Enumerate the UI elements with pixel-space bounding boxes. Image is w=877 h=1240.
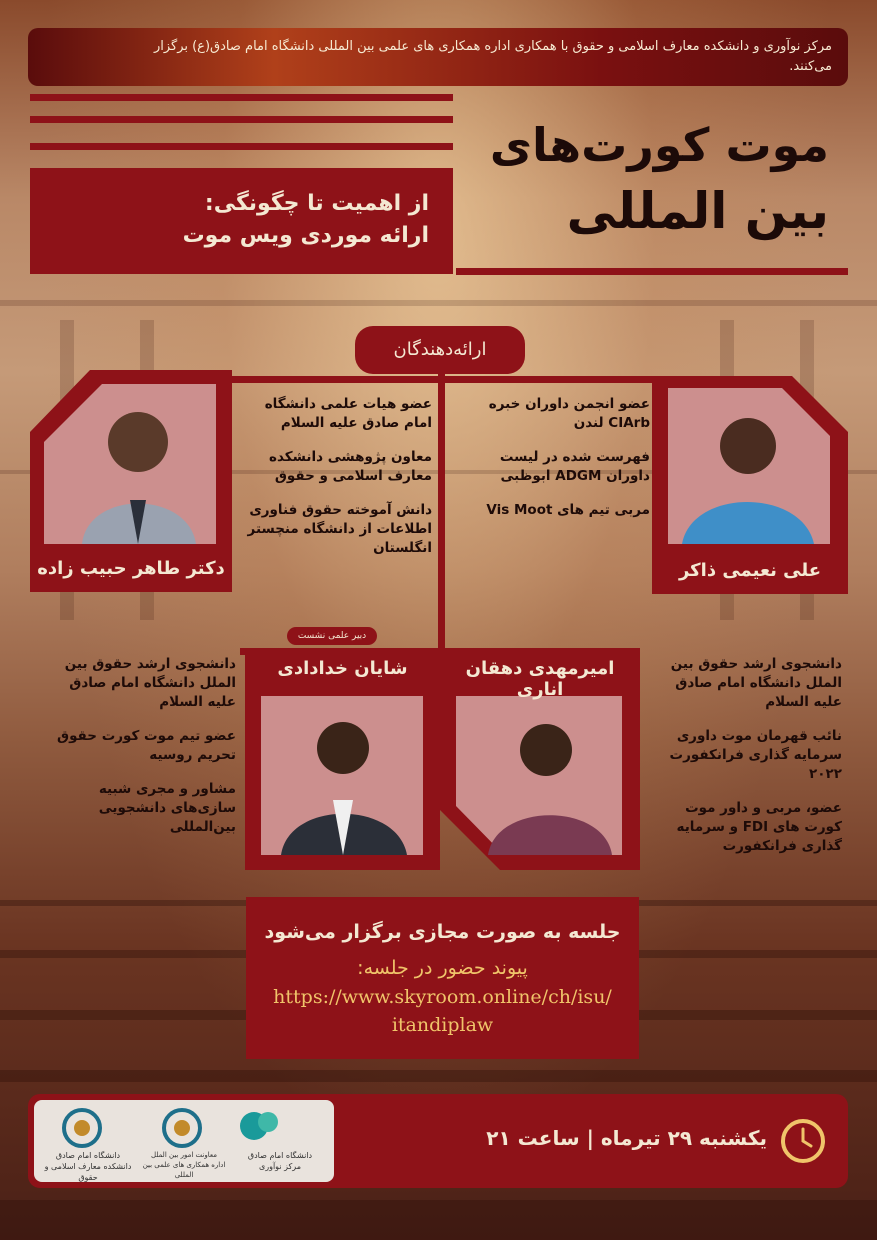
presenter-right-bio-3: مربی تیم های Vis Moot: [486, 502, 650, 518]
intro-line-1: مرکز نوآوری و دانشکده معارف اسلامی و حقوق با همکاری اداره همکاری های علمی بین المللی دانشگاه امام صادق(ع) برگزار: [153, 39, 832, 54]
presenter-mid-left-bio: [38, 655, 236, 852]
session-online-note: جلسه به صورت مجازی برگزار می‌شود: [264, 921, 621, 943]
presenters-heading: ارائه‌دهندگان: [355, 326, 525, 374]
main-title-line-2: بین المللی: [566, 182, 829, 240]
logo-2-subtitle: اداره همکاری های علمی بین المللی: [142, 1161, 226, 1179]
presenter-right-bio-1: عضو انجمن داوران خبره CIArb لندن: [488, 396, 650, 431]
intro-line-2: می‌کنند.: [789, 59, 832, 74]
logo-1-caption: [38, 1150, 138, 1183]
logo-1-subtitle: دانشکده معارف اسلامی و حقوق: [44, 1162, 132, 1182]
presenter-left-bio-1: عضو هیات علمی دانشگاه امام صادق علیه السلام: [264, 396, 432, 431]
connector-top-horizontal: [224, 376, 664, 383]
session-link-url-part-1[interactable]: https://www.skyroom.online/ch/isu/: [273, 986, 612, 1008]
logo-1-title: دانشگاه امام صادق: [55, 1151, 121, 1160]
logo-3-title: دانشگاه امام صادق: [247, 1151, 313, 1160]
presenter-mid-right-bio-2: نائب قهرمان موت داوری سرمایه گذاری فرانکفورت ۲۰۲۲: [669, 728, 842, 782]
logo-3-subtitle: مرکز نوآوری: [258, 1162, 302, 1171]
intro-banner: [28, 28, 848, 86]
innovation-center-logo: [234, 1104, 286, 1148]
presenter-left-bio-3: دانش آموخته حقوق فناوری اطلاعات از دانشگاه منچستر انگلستان: [247, 502, 432, 556]
presenter-mid-right-bio: [650, 655, 842, 871]
connector-vertical: [438, 372, 445, 655]
university-logo-1: [56, 1108, 108, 1148]
decor-bar-4: [456, 268, 848, 275]
decor-bar-1: [30, 94, 453, 101]
presenter-mid-right-bio-1: دانشجوی ارشد حقوق بین الملل دانشگاه امام صادق علیه السلام: [670, 656, 842, 710]
subtitle-box: [30, 168, 453, 274]
presenter-mid-left-frame: [245, 650, 440, 870]
presenter-mid-left-name: شایان خدادادی: [277, 658, 408, 679]
logo-2-title: معاونت امور بین الملل: [151, 1151, 217, 1159]
decor-bar-2: [30, 116, 453, 123]
presenter-left-bio-2: معاون پژوهشی دانشکده معارف اسلامی و حقوق: [269, 449, 432, 484]
presenter-left-name: دکتر طاهر حبیب زاده: [37, 558, 225, 579]
footer-logos-panel: [34, 1100, 334, 1182]
subtitle-line-1: از اهمیت تا چگونگی:: [204, 191, 429, 216]
main-title-line-1: موت کورت‌های: [489, 118, 829, 172]
decor-bar-3: [30, 143, 453, 150]
event-datetime: یکشنبه ۲۹ تیرماه | ساعت ۲۱: [486, 1126, 767, 1150]
presenter-right-bio-2: فهرست شده در لیست داوران ADGM ابوظبی: [499, 449, 650, 484]
presenter-left-bio: [236, 395, 432, 573]
presenter-mid-left-bio-3: مشاور و مجری شبیه سازی‌های دانشجویی بین‌المللی: [98, 781, 236, 835]
logo-3-caption: [230, 1150, 330, 1172]
university-logo-2: [156, 1108, 208, 1148]
presenter-mid-left-bio-1: دانشجوی ارشد حقوق بین الملل دانشگاه امام صادق علیه السلام: [64, 656, 236, 710]
subtitle-line-2: ارائه موردی ویس موت: [182, 223, 429, 248]
presenter-mid-left-bio-2: عضو تیم موت کورت حقوق تحریم روسیه: [57, 728, 236, 763]
presenter-right-bio: [455, 395, 650, 535]
session-info-box: [246, 897, 639, 1059]
session-link-url[interactable]: [246, 983, 639, 1039]
presenter-right-name: علی نعیمی ذاکر: [678, 560, 821, 581]
logo-2-caption: [138, 1150, 230, 1180]
clock-icon: [778, 1116, 828, 1166]
session-link-url-part-2[interactable]: itandiplaw: [391, 1014, 494, 1036]
moderator-tag: دبیر علمی نشست: [287, 627, 377, 645]
presenter-mid-right-name: امیرمهدی دهقان اناری: [465, 658, 615, 700]
presenter-mid-right-bio-3: عضو، مربی و داور موت کورت های FDI و سرمایه گذاری فرانکفورت: [676, 800, 842, 854]
main-title: [449, 112, 829, 244]
session-link-label: پیوند حضور در جلسه:: [357, 957, 528, 979]
